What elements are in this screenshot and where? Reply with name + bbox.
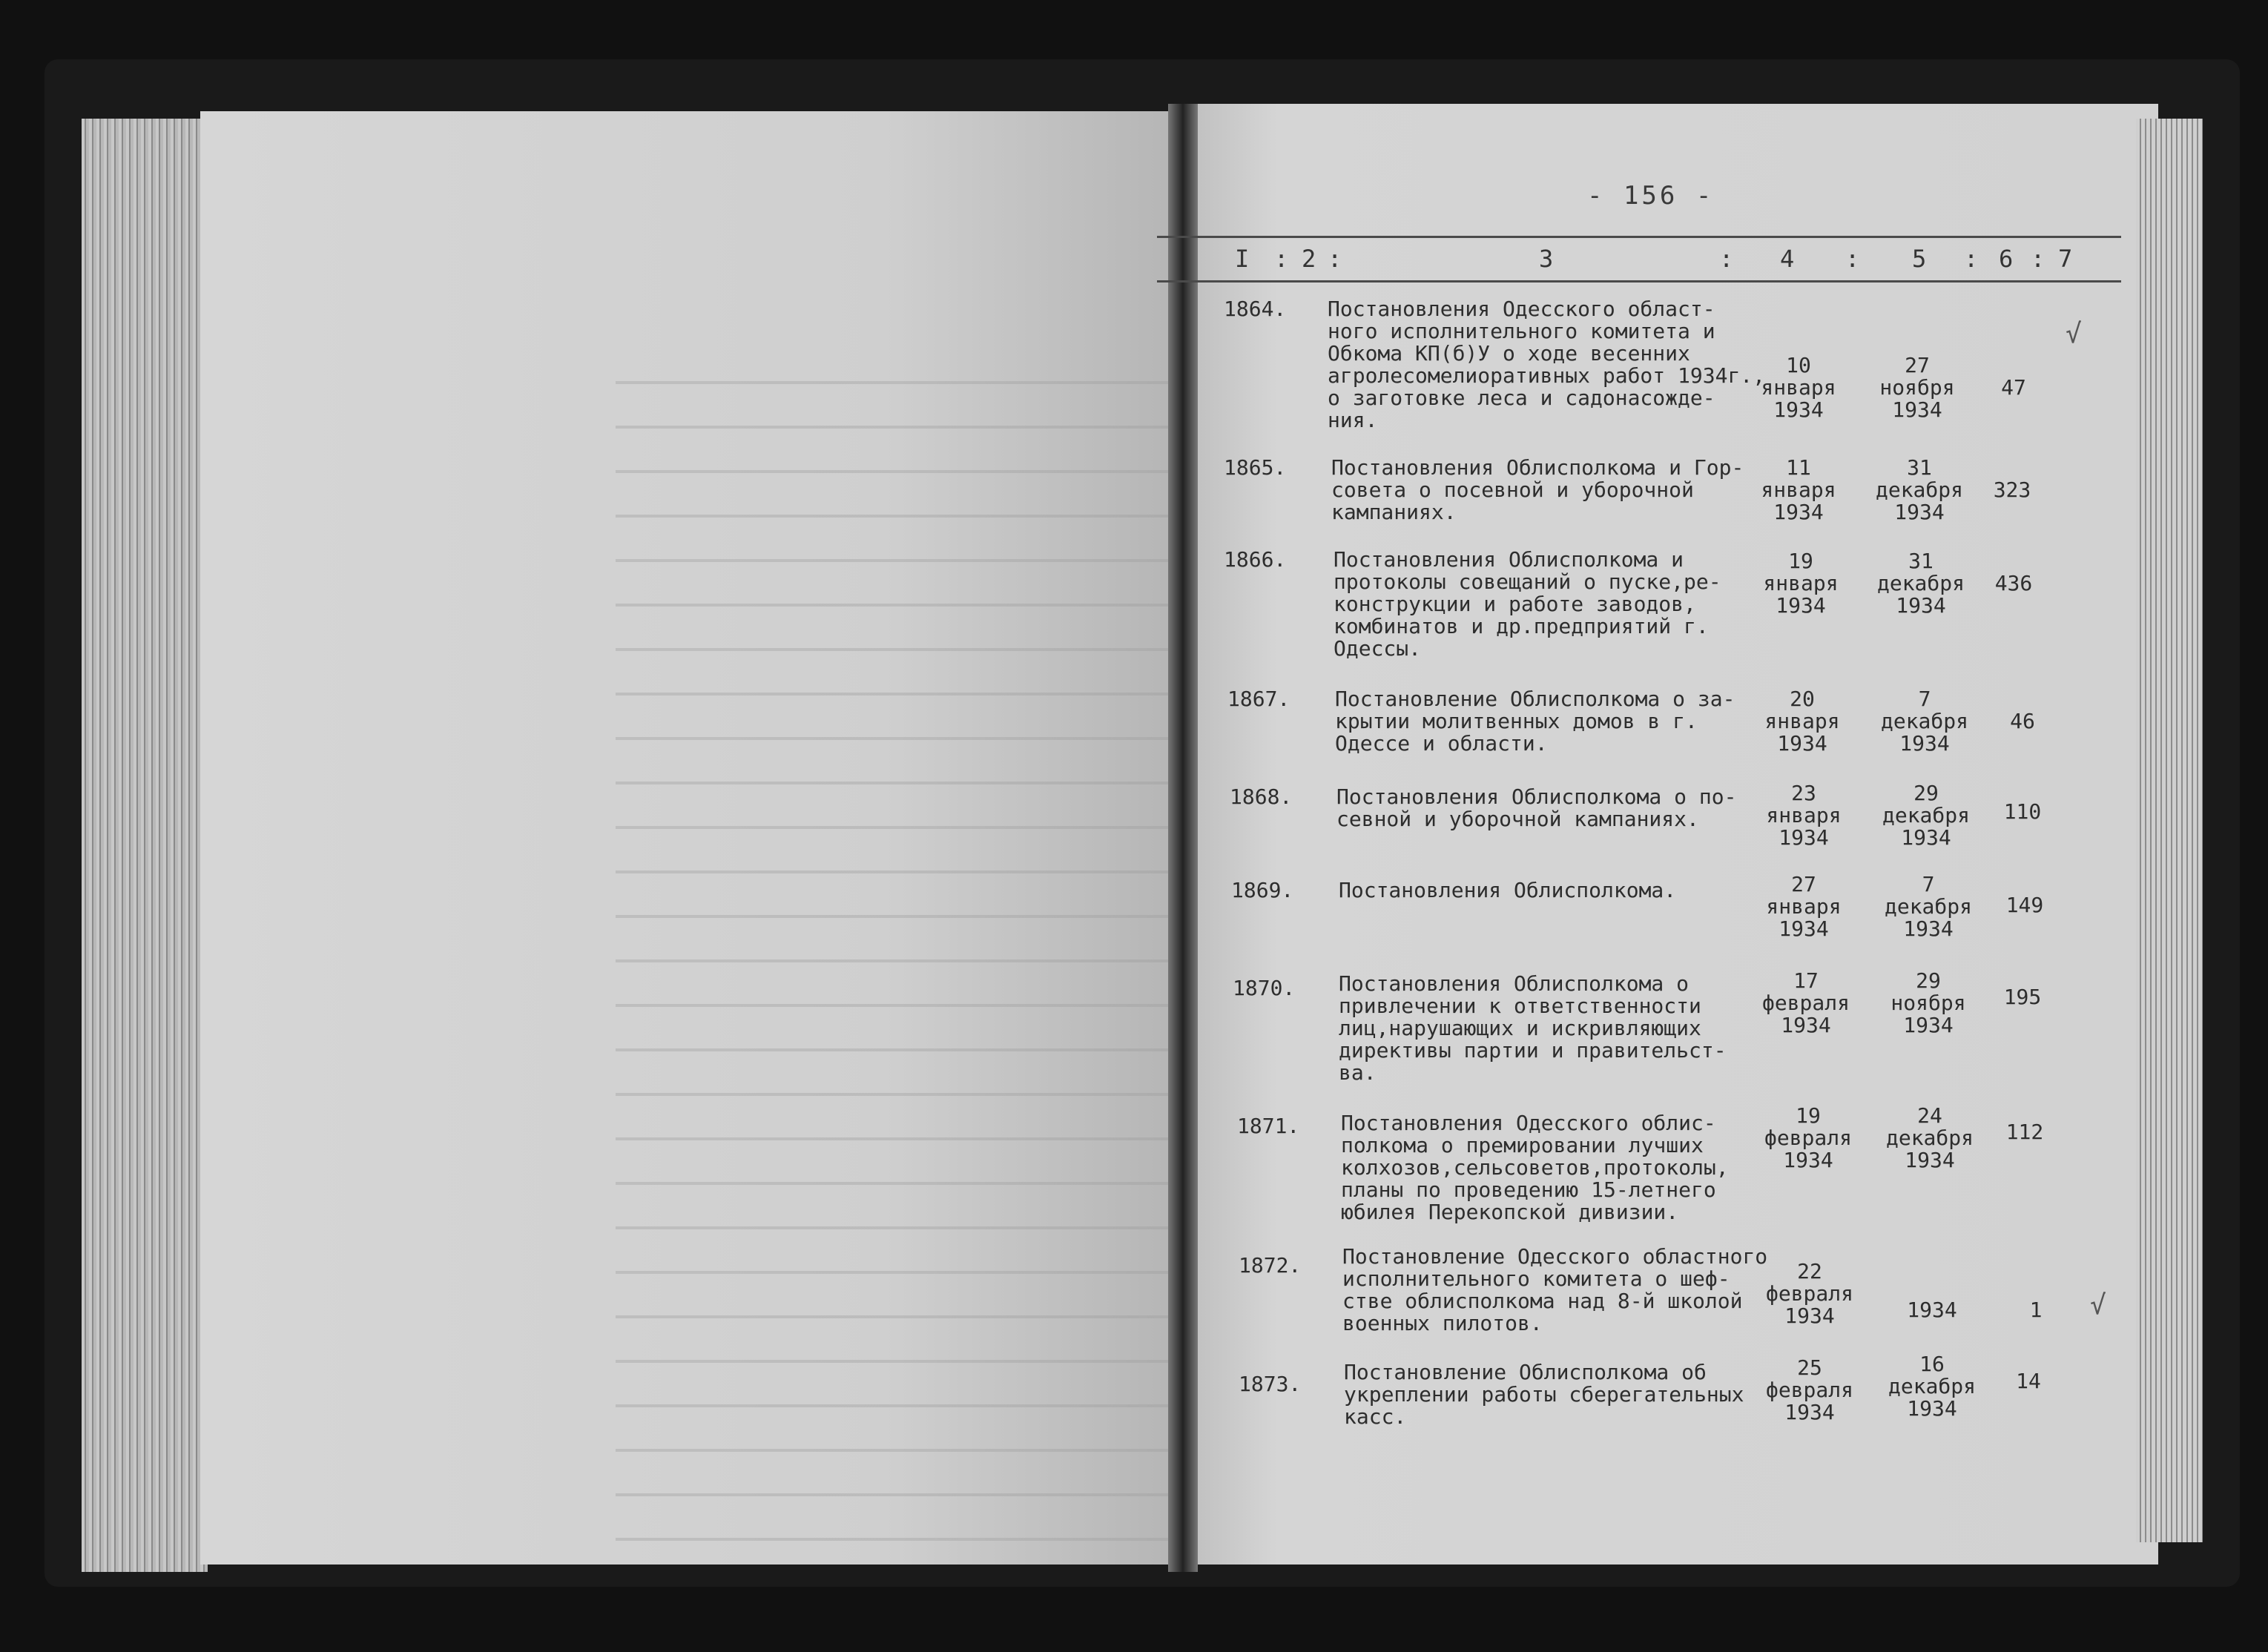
entry-end-date: 31 декабря 1934 xyxy=(1875,455,1963,524)
entry-number: 1872. xyxy=(1239,1253,1302,1278)
entry-end-date: 7 декабря 1934 xyxy=(1880,687,1968,756)
entry-title: Постановление Одесского областного исполнительного комитета о шеф- стве облисполкома над 8-й школой военных пилотов. xyxy=(1342,1244,1768,1335)
entry-title: Постановление Облисполкома о за- крытии молитвенных домов в г. Одессе и области. xyxy=(1335,687,1735,756)
entry-sheet-count: 46 xyxy=(2010,709,2035,733)
col-header-2: 2 xyxy=(1302,245,1316,273)
entry-number: 1871. xyxy=(1237,1114,1300,1138)
col-header-5: 5 xyxy=(1912,245,1927,273)
entry-title: Постановления Облисполкома и Гор- совета о посевной и уборочной кампаниях. xyxy=(1331,455,1744,524)
col-sep: : xyxy=(2031,245,2046,273)
entry-number: 1873. xyxy=(1239,1372,1302,1396)
col-sep: : xyxy=(1719,245,1734,273)
page-number: - 156 - xyxy=(1587,181,1715,211)
entry-title: Постановления Одесского област- ного исполнительного комитета и Обкома КП(б)У о ходе весенних агролесомелиоративных работ 1934г., о заготовке леса и садонасожде- ния. xyxy=(1328,297,1766,432)
entry-sheet-count: 47 xyxy=(2001,375,2026,400)
header-rule-bottom xyxy=(1157,280,2121,283)
col-sep: : xyxy=(1964,245,1979,273)
col-header-7: 7 xyxy=(2058,245,2073,273)
col-header-4: 4 xyxy=(1780,245,1795,273)
entry-sheet-count: 436 xyxy=(1994,571,2033,595)
entry-number: 1870. xyxy=(1233,976,1296,1000)
entry-sheet-count: 14 xyxy=(2016,1369,2041,1393)
entry-title: Постановления Облисполкома о привлечении к ответственности лиц,нарушающих и искривляющих директивы партии и правительст- ва. xyxy=(1339,971,1727,1085)
left-page xyxy=(200,111,1179,1565)
entry-end-date: 24 декабря 1934 xyxy=(1885,1103,1974,1172)
right-page-edges xyxy=(2136,119,2203,1542)
pencil-check-mark: √ xyxy=(2066,319,2082,349)
entry-number: 1866. xyxy=(1224,547,1287,572)
col-header-1: I xyxy=(1235,245,1250,273)
entry-start-date: 19 января 1934 xyxy=(1763,549,1839,618)
entry-end-date: 31 декабря 1934 xyxy=(1876,549,1965,618)
entry-start-date: 19 февраля 1934 xyxy=(1764,1103,1852,1172)
entry-end-date: 1934 xyxy=(1907,1298,1957,1322)
pencil-check-mark: √ xyxy=(2090,1290,2106,1321)
entry-title: Постановления Одесского облис- полкома о премировании лучших колхозов,сельсоветов,протоколы, планы по проведению 15-летнего юбилея Перекопской дивизии. xyxy=(1341,1111,1729,1224)
entry-title: Постановления Облисполкома о по- севной и уборочной кампаниях. xyxy=(1336,784,1737,831)
entry-sheet-count: 1 xyxy=(2029,1298,2043,1322)
entry-sheet-count: 112 xyxy=(2005,1120,2044,1144)
col-sep: : xyxy=(1274,245,1289,273)
entry-number: 1865. xyxy=(1224,455,1287,480)
entry-number: 1864. xyxy=(1224,297,1287,321)
entry-start-date: 22 февраля 1934 xyxy=(1765,1259,1853,1328)
entry-end-date: 7 декабря 1934 xyxy=(1884,872,1972,941)
col-header-6: 6 xyxy=(1999,245,2014,273)
entry-sheet-count: 195 xyxy=(2003,985,2042,1009)
header-rule-top xyxy=(1157,236,2121,238)
entry-number: 1869. xyxy=(1231,878,1294,902)
col-header-3: 3 xyxy=(1539,245,1554,273)
entry-sheet-count: 323 xyxy=(1993,478,2031,502)
entry-number: 1868. xyxy=(1230,784,1293,809)
entry-sheet-count: 110 xyxy=(2003,799,2042,824)
entry-end-date: 29 ноября 1934 xyxy=(1890,968,1966,1037)
entry-start-date: 17 февраля 1934 xyxy=(1761,968,1850,1037)
entry-end-date: 16 декабря 1934 xyxy=(1888,1352,1976,1421)
entry-title: Постановления Облисполкома. xyxy=(1339,878,1677,902)
entry-start-date: 20 января 1934 xyxy=(1764,687,1840,756)
book-gutter xyxy=(1168,104,1198,1572)
col-sep: : xyxy=(1328,245,1342,273)
entry-start-date: 11 января 1934 xyxy=(1761,455,1836,524)
left-page-edges xyxy=(82,119,208,1572)
col-sep: : xyxy=(1845,245,1860,273)
entry-title: Постановление Облисполкома об укреплении работы сберегательных касс. xyxy=(1344,1360,1744,1429)
entry-title: Постановления Облисполкома и протоколы совещаний о пуске,ре- конструкции и работе заводов, комбинатов и др.предприятий г. Одессы. xyxy=(1334,547,1721,661)
entry-sheet-count: 149 xyxy=(2005,893,2044,917)
entry-end-date: 27 ноября 1934 xyxy=(1879,353,1955,422)
entry-start-date: 23 января 1934 xyxy=(1766,781,1842,850)
entry-start-date: 27 января 1934 xyxy=(1766,872,1842,941)
entry-end-date: 29 декабря 1934 xyxy=(1882,781,1970,850)
entry-start-date: 25 февраля 1934 xyxy=(1765,1355,1853,1424)
entry-start-date: 10 января 1934 xyxy=(1761,353,1836,422)
entry-number: 1867. xyxy=(1227,687,1290,711)
